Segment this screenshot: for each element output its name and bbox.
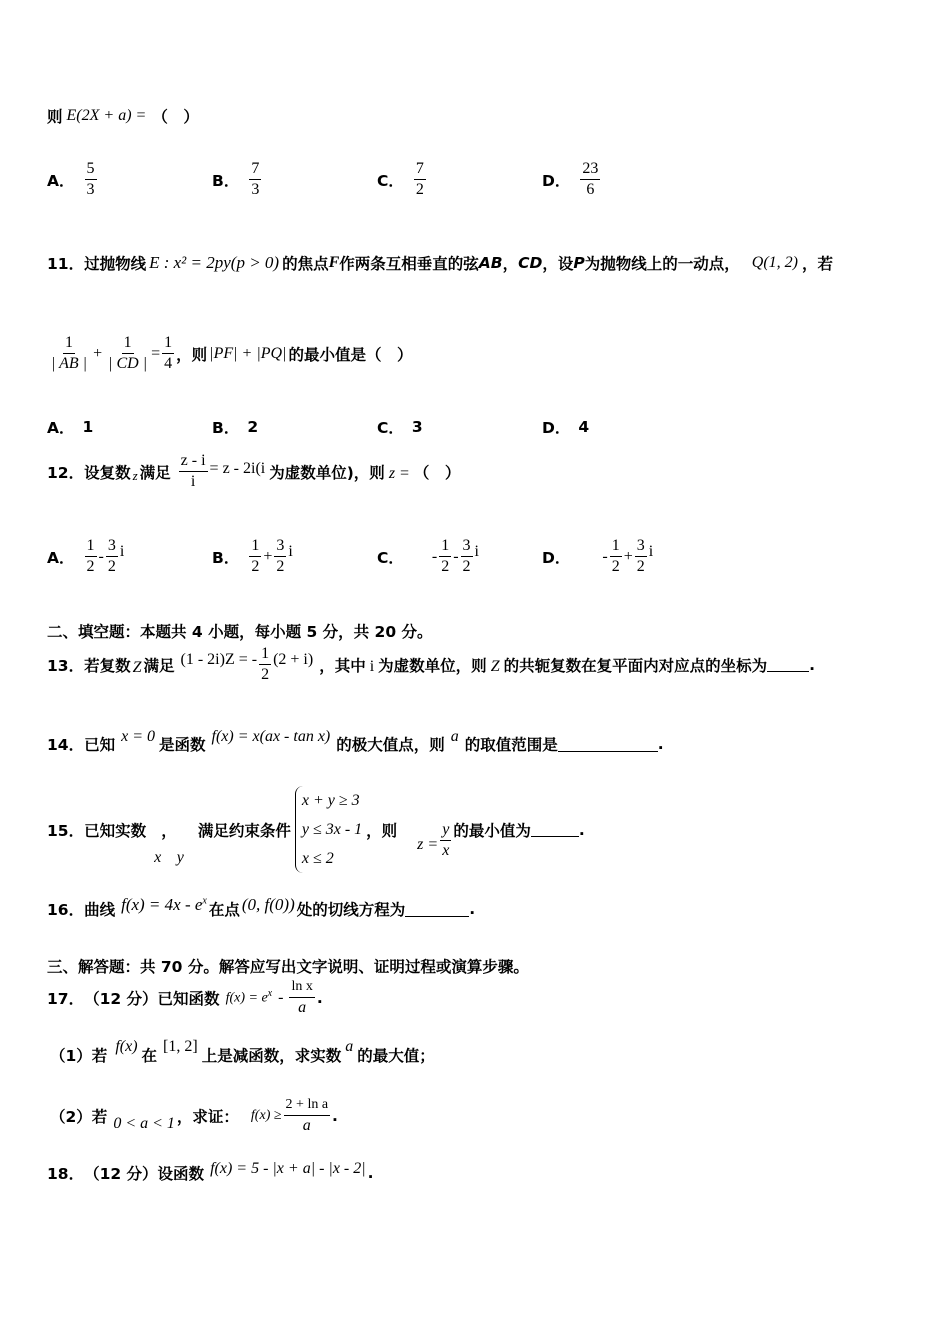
q12-rhs: = z - 2i(i bbox=[209, 459, 266, 477]
q14-period: . bbox=[657, 735, 664, 753]
q16-text: 曲线 bbox=[84, 901, 116, 919]
q14-stem bbox=[47, 728, 910, 760]
q18-function: f(x) = 5 - |x + a| - |x - 2| bbox=[210, 1160, 366, 1177]
q11-text: ，则 bbox=[176, 345, 208, 364]
q13-text: 的共轭复数在复平面内对应点的坐标为 bbox=[503, 656, 768, 675]
q15-text: ，则 bbox=[366, 821, 398, 840]
fraction-numerator: 23 bbox=[580, 160, 600, 180]
constraint-3: x ≤ 2 bbox=[301, 850, 334, 867]
q17-part1-function: f(x) bbox=[115, 1038, 138, 1055]
option-label: D． bbox=[542, 419, 571, 437]
q14-text: 的取值范围是 bbox=[464, 736, 558, 754]
equals-sign: = bbox=[151, 344, 161, 362]
fraction-numerator: 1 bbox=[249, 537, 261, 557]
q17-var-a: a bbox=[345, 1038, 354, 1055]
q17-text: 已知函数 bbox=[157, 989, 220, 1008]
q17-part1-text: 在 bbox=[141, 1047, 158, 1065]
part-label: （2） bbox=[50, 1107, 92, 1126]
constraint-1: x + y ≥ 3 bbox=[301, 792, 360, 809]
q16-function bbox=[121, 895, 207, 915]
fraction-numerator: 1 bbox=[439, 537, 451, 557]
question-number: 11． bbox=[47, 255, 85, 273]
q11-option-d[interactable] bbox=[542, 416, 597, 438]
section-fill-in-heading bbox=[47, 620, 910, 642]
q11-text: ，设 bbox=[542, 255, 574, 273]
q15-var-y: y bbox=[176, 848, 184, 866]
q12-paren: （ ） bbox=[413, 463, 461, 482]
fraction-numerator: 1 bbox=[63, 334, 75, 354]
q17-part1-text: 若 bbox=[91, 1047, 108, 1065]
fraction-numerator: 5 bbox=[85, 160, 97, 180]
q11-option-c[interactable] bbox=[377, 416, 431, 438]
q17-score: （12 分） bbox=[84, 989, 158, 1008]
q10-option-a[interactable] bbox=[47, 160, 99, 199]
q15-stem bbox=[47, 786, 910, 873]
fraction-denominator: 2 bbox=[86, 558, 95, 575]
fraction-numerator: 7 bbox=[414, 160, 426, 180]
q12-option-c[interactable] bbox=[377, 537, 479, 576]
fraction-numerator: 3 bbox=[274, 537, 286, 557]
fraction-numerator: 2 + ln a bbox=[284, 1096, 331, 1116]
fraction-denominator: | AB | bbox=[51, 355, 88, 372]
answer-blank[interactable] bbox=[531, 822, 579, 837]
q11-option-a[interactable] bbox=[47, 416, 101, 438]
q12-option-a[interactable] bbox=[47, 537, 124, 576]
question-number: 16． bbox=[47, 901, 85, 919]
q13-var-z: Z bbox=[132, 658, 142, 676]
q13-period: . bbox=[809, 655, 815, 674]
q11-chord-ab: AB bbox=[478, 254, 503, 272]
fraction-numerator: 3 bbox=[461, 537, 473, 557]
q17-exponent: x bbox=[267, 988, 273, 1000]
q15-period: . bbox=[578, 820, 585, 839]
q17-function-body: f(x) = e bbox=[225, 990, 268, 1006]
option-label: A． bbox=[47, 171, 75, 190]
fraction-numerator: 1 bbox=[610, 537, 622, 557]
plus-sign: + bbox=[93, 344, 103, 362]
option-label: B． bbox=[212, 171, 240, 190]
option-value: 1 bbox=[82, 418, 94, 436]
fraction-denominator: 3 bbox=[251, 181, 260, 198]
q15-var-x: x bbox=[154, 848, 162, 866]
q17-part2 bbox=[50, 1096, 910, 1135]
q10-option-c[interactable] bbox=[377, 160, 428, 199]
q17-part1-text: 的最大值； bbox=[357, 1047, 435, 1065]
section-title: 三、解答题：共 70 分。解答应写出文字说明、证明过程或演算步骤。 bbox=[47, 958, 529, 976]
q17-part1-text: 上是减函数，求实数 bbox=[201, 1047, 342, 1065]
q15-z-lhs: z = bbox=[417, 835, 439, 853]
question-number: 15． bbox=[47, 821, 85, 840]
q10-option-d[interactable] bbox=[542, 160, 602, 199]
option-sign: - bbox=[602, 547, 608, 565]
fraction-denominator: 2 bbox=[261, 666, 270, 683]
fraction-numerator: ln x bbox=[289, 978, 314, 998]
answer-blank[interactable] bbox=[558, 737, 658, 752]
q13-imag-unit: i bbox=[369, 657, 375, 675]
section-title: 二、填空题：本题共 4 小题，每小题 5 分，共 20 分。 bbox=[47, 623, 433, 641]
q10-prefix: 则 bbox=[47, 108, 63, 126]
q11-text: ，若 bbox=[802, 255, 834, 273]
q14-function: f(x) = x(ax - tan x) bbox=[211, 728, 331, 745]
answer-blank[interactable] bbox=[405, 902, 469, 917]
q17-period: . bbox=[316, 988, 323, 1007]
q10-expr: E(2X + a) = bbox=[66, 107, 147, 124]
option-sign: - bbox=[431, 547, 438, 565]
q16-exponent: x bbox=[202, 895, 207, 907]
fraction-denominator: x bbox=[442, 842, 450, 859]
q18-score: （12 分） bbox=[84, 1165, 158, 1183]
q16-stem bbox=[47, 895, 910, 923]
option-imag-unit: i bbox=[648, 542, 654, 560]
answer-blank[interactable] bbox=[767, 657, 809, 672]
q11-text: ， bbox=[502, 255, 519, 273]
q14-text: 已知 bbox=[84, 736, 116, 754]
option-value: 3 bbox=[411, 418, 423, 436]
fraction-denominator: 4 bbox=[164, 355, 173, 372]
q10-paren: （ ） bbox=[152, 108, 199, 126]
q11-curve: E : x² = 2py(p > 0) bbox=[149, 253, 280, 272]
q15-constraint-system bbox=[295, 786, 362, 873]
fraction-numerator: 3 bbox=[635, 537, 647, 557]
q17-part2-text: 若 bbox=[91, 1107, 108, 1126]
fraction-numerator: 1 bbox=[162, 334, 174, 354]
fraction-numerator: 1 bbox=[85, 537, 97, 557]
fraction-denominator: 2 bbox=[611, 558, 620, 575]
q15-text: 的最小值为 bbox=[453, 821, 531, 840]
q17-function bbox=[226, 988, 273, 1007]
fraction-numerator: 1 bbox=[122, 334, 134, 354]
fraction-denominator: 2 bbox=[415, 181, 424, 198]
q13-stem bbox=[47, 645, 910, 684]
option-label: C． bbox=[377, 548, 404, 567]
q11-target-expr: |PF| + |PQ| bbox=[209, 344, 287, 362]
q17-condition: 0 < a < 1 bbox=[113, 1114, 175, 1132]
q11-point-q: Q(1, 2) bbox=[751, 254, 798, 271]
option-label: D． bbox=[542, 548, 571, 567]
q18-stem bbox=[47, 1160, 910, 1186]
q10-option-b[interactable] bbox=[212, 160, 263, 199]
part-label: （1） bbox=[50, 1047, 92, 1065]
question-number: 18． bbox=[47, 1165, 85, 1183]
q11-text: 为抛物线上的一动点， bbox=[584, 255, 740, 273]
fraction-denominator: 2 bbox=[251, 558, 260, 575]
q12-option-d[interactable] bbox=[542, 537, 653, 576]
q14-text: 是函数 bbox=[159, 736, 206, 754]
q14-text: 的极大值点，则 bbox=[336, 736, 445, 754]
option-label: B． bbox=[212, 419, 240, 437]
fraction-numerator: y bbox=[440, 821, 451, 841]
q13-text: 为虚数单位，则 bbox=[378, 656, 487, 675]
q11-point-f: F bbox=[328, 254, 340, 271]
q11-stem bbox=[47, 252, 910, 274]
q13-var-z: Z bbox=[490, 657, 500, 675]
option-imag-unit: i bbox=[288, 542, 293, 560]
q12-option-b[interactable] bbox=[212, 537, 293, 576]
q16-point: (0, f(0)) bbox=[241, 895, 295, 914]
q17-inequality-lhs: f(x) ≥ bbox=[250, 1107, 282, 1123]
fraction-denominator: 2 bbox=[441, 558, 450, 575]
q16-text: 处的切线方程为 bbox=[296, 901, 406, 919]
fraction-denominator: 2 bbox=[462, 558, 471, 575]
q13-lhs: (1 - 2i)Z = - bbox=[180, 650, 258, 668]
q17-part2-text: ，求证： bbox=[176, 1107, 239, 1126]
q12-var-z: z bbox=[132, 467, 138, 483]
section-solve-heading bbox=[47, 955, 910, 977]
option-imag-unit: i bbox=[474, 542, 479, 560]
q13-text: 满足 bbox=[143, 656, 175, 675]
q18-period: . bbox=[367, 1164, 374, 1182]
constraint-2: y ≤ 3x - 1 bbox=[301, 821, 363, 838]
option-imag-unit: i bbox=[119, 542, 125, 560]
q11-text: 过抛物线 bbox=[84, 255, 147, 273]
q13-text: 若复数 bbox=[84, 656, 131, 675]
q11-option-b[interactable] bbox=[212, 416, 266, 438]
q16-text: 在点 bbox=[208, 901, 240, 919]
option-label: A． bbox=[47, 419, 75, 437]
fraction-denominator: 2 bbox=[107, 558, 116, 575]
q10-stem bbox=[47, 105, 910, 127]
fraction-numerator: 3 bbox=[106, 537, 118, 557]
q15-text: 已知实数 bbox=[84, 821, 147, 840]
fraction-denominator: 3 bbox=[86, 181, 95, 198]
q12-text: 为虚数单位)，则 bbox=[269, 463, 385, 482]
option-label: D． bbox=[542, 171, 571, 190]
fraction-denominator: a bbox=[302, 1117, 311, 1134]
q12-stem bbox=[47, 452, 910, 491]
option-value: 2 bbox=[247, 418, 259, 436]
fraction-denominator: i bbox=[190, 473, 196, 490]
q12-text: 满足 bbox=[139, 463, 171, 482]
q17-part2-period: . bbox=[332, 1106, 338, 1125]
q18-text: 设函数 bbox=[157, 1165, 205, 1183]
q13-rhs: (2 + i) bbox=[273, 650, 314, 668]
q15-text: 满足约束条件 bbox=[197, 821, 291, 840]
option-operator: - bbox=[98, 547, 104, 565]
q11-text: 的焦点 bbox=[282, 255, 329, 273]
fraction-numerator: z - i bbox=[179, 452, 208, 472]
q11-text: 作两条互相垂直的弦 bbox=[339, 255, 479, 273]
q17-interval: [1, 2] bbox=[163, 1038, 198, 1055]
option-label: C． bbox=[377, 171, 404, 190]
q15-comma: ， bbox=[161, 821, 177, 840]
option-operator: - bbox=[453, 547, 459, 565]
q17-stem bbox=[47, 978, 910, 1017]
q14-var-a: a bbox=[450, 728, 459, 745]
question-number: 14． bbox=[47, 736, 85, 754]
option-value: 4 bbox=[578, 418, 590, 436]
minus-sign: - bbox=[278, 988, 284, 1006]
q16-function-body: f(x) = 4x - e bbox=[121, 895, 203, 914]
q13-text: ，其中 bbox=[319, 656, 366, 675]
question-number: 17． bbox=[47, 989, 85, 1008]
q16-period: . bbox=[469, 900, 476, 918]
option-operator: + bbox=[263, 547, 273, 565]
q12-text: 设复数 bbox=[84, 463, 131, 482]
fraction-numerator: 7 bbox=[249, 160, 261, 180]
q11-point-p: P bbox=[573, 254, 585, 272]
option-label: C． bbox=[377, 419, 404, 437]
q11-text: 的最小值是（ ） bbox=[288, 345, 413, 364]
fraction-numerator: 1 bbox=[259, 645, 271, 665]
q11-chord-cd: CD bbox=[518, 254, 543, 272]
q11-condition bbox=[47, 334, 910, 373]
option-label: B． bbox=[212, 548, 240, 567]
question-number: 12． bbox=[47, 463, 85, 482]
fraction-denominator: a bbox=[298, 999, 307, 1016]
fraction-denominator: 2 bbox=[636, 558, 645, 575]
fraction-denominator: 2 bbox=[276, 558, 285, 575]
fraction-denominator: 6 bbox=[586, 181, 595, 198]
q17-part1 bbox=[50, 1038, 910, 1072]
fraction-denominator: | CD | bbox=[108, 355, 148, 372]
q14-condition: x = 0 bbox=[121, 728, 155, 745]
question-number: 13． bbox=[47, 656, 85, 675]
option-label: A． bbox=[47, 548, 75, 567]
option-operator: + bbox=[623, 547, 633, 565]
q12-ask: z = bbox=[388, 464, 410, 482]
